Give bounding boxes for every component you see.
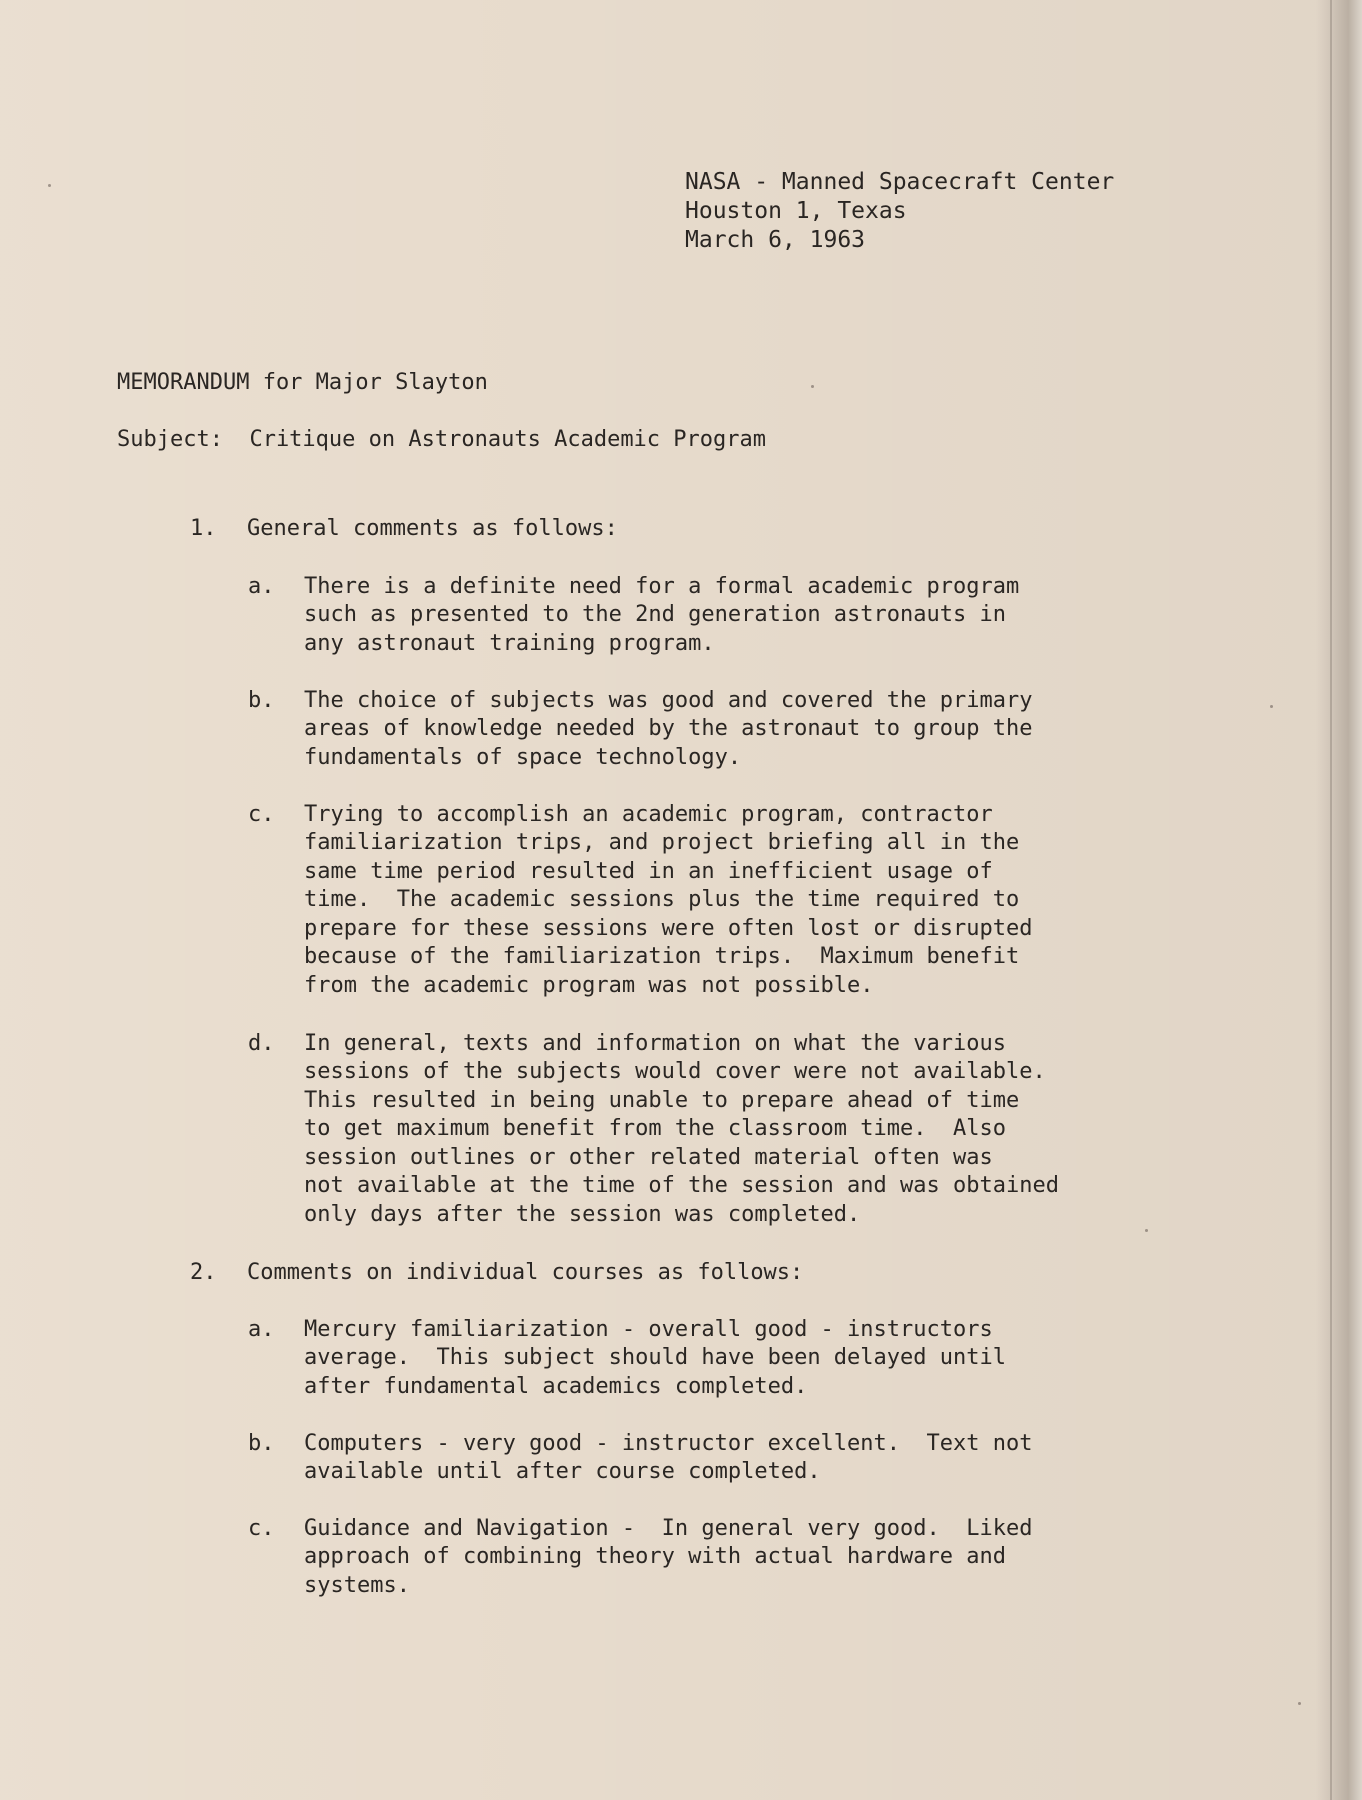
page-edge-line <box>1330 0 1332 1800</box>
page-edge-shadow <box>1316 0 1362 1800</box>
section-1-item-b-label: b. <box>248 688 275 713</box>
header-date: March 6, 1963 <box>685 227 866 253</box>
section-2-item-b-line-1: Computers - very good - instructor excellent. Text not <box>304 1431 1033 1456</box>
section-1-item-d-line-1: In general, texts and information on what the various <box>304 1031 1006 1056</box>
section-2-item-a-line-2: average. This subject should have been delayed until <box>304 1345 1006 1370</box>
section-1-item-d-label: d. <box>248 1031 275 1056</box>
section-1-item-b-line-2: areas of knowledge needed by the astronaut to group the <box>304 716 1033 741</box>
header-organization: NASA - Manned Spacecraft Center <box>685 169 1115 195</box>
section-1-item-c-line-7: from the academic program was not possible. <box>304 973 874 998</box>
header-location: Houston 1, Texas <box>685 198 907 224</box>
section-1-item-c-line-2: familiarization trips, and project briefing all in the <box>304 830 1020 855</box>
section-1-item-c-line-6: because of the familiarization trips. Maximum benefit <box>304 944 1020 969</box>
section-1-item-d-line-2: sessions of the subjects would cover were not available. <box>304 1059 1046 1084</box>
paper-speck <box>1298 1702 1301 1705</box>
section-1-item-d-line-3: This resulted in being unable to prepare ahead of time <box>304 1088 1020 1113</box>
paper-speck <box>1145 1229 1148 1232</box>
paper-speck <box>48 184 51 187</box>
section-1-item-b-line-1: The choice of subjects was good and covered the primary <box>304 688 1033 713</box>
section-1-item-a-label: a. <box>248 574 275 599</box>
memo-recipient: MEMORANDUM for Major Slayton <box>117 370 488 395</box>
section-1-item-b-line-3: fundamentals of space technology. <box>304 745 742 770</box>
section-1-item-a-line-2: such as presented to the 2nd generation astronauts in <box>304 602 1006 627</box>
section-2-item-b-line-2: available until after course completed. <box>304 1459 821 1484</box>
section-2-item-c-line-1: Guidance and Navigation - In general very good. Liked <box>304 1516 1033 1541</box>
section-2-item-a-line-3: after fundamental academics completed. <box>304 1374 808 1399</box>
section-1-item-d-line-6: not available at the time of the session and was obtained <box>304 1173 1059 1198</box>
section-1-number: 1. <box>190 516 217 541</box>
section-2-title: Comments on individual courses as follows: <box>247 1260 804 1285</box>
section-1-item-c-line-3: same time period resulted in an inefficient usage of <box>304 859 993 884</box>
section-1-item-c-line-5: prepare for these sessions were often lost or disrupted <box>304 916 1033 941</box>
section-2-item-a-label: a. <box>248 1317 275 1342</box>
section-1-item-c-label: c. <box>248 802 275 827</box>
section-1-item-a-line-3: any astronaut training program. <box>304 631 715 656</box>
section-2-item-a-line-1: Mercury familiarization - overall good - instructors <box>304 1317 993 1342</box>
section-2-item-b-label: b. <box>248 1431 275 1456</box>
section-1-item-c-line-4: time. The academic sessions plus the time required to <box>304 887 1020 912</box>
memo-subject: Subject: Critique on Astronauts Academic Program <box>117 427 767 452</box>
paper-speck <box>811 385 814 388</box>
section-2-item-c-line-3: systems. <box>304 1573 410 1598</box>
section-2-item-c-label: c. <box>248 1516 275 1541</box>
section-1-item-d-line-4: to get maximum benefit from the classroom time. Also <box>304 1116 1006 1141</box>
paper-speck <box>1270 705 1273 708</box>
section-1-item-d-line-5: session outlines or other related material often was <box>304 1145 993 1170</box>
section-1-title: General comments as follows: <box>247 516 618 541</box>
section-1-item-c-line-1: Trying to accomplish an academic program, contractor <box>304 802 993 827</box>
section-1-item-d-line-7: only days after the session was completed. <box>304 1202 861 1227</box>
section-2-number: 2. <box>190 1260 217 1285</box>
section-2-item-c-line-2: approach of combining theory with actual hardware and <box>304 1544 1006 1569</box>
section-1-item-a-line-1: There is a definite need for a formal academic program <box>304 574 1020 599</box>
